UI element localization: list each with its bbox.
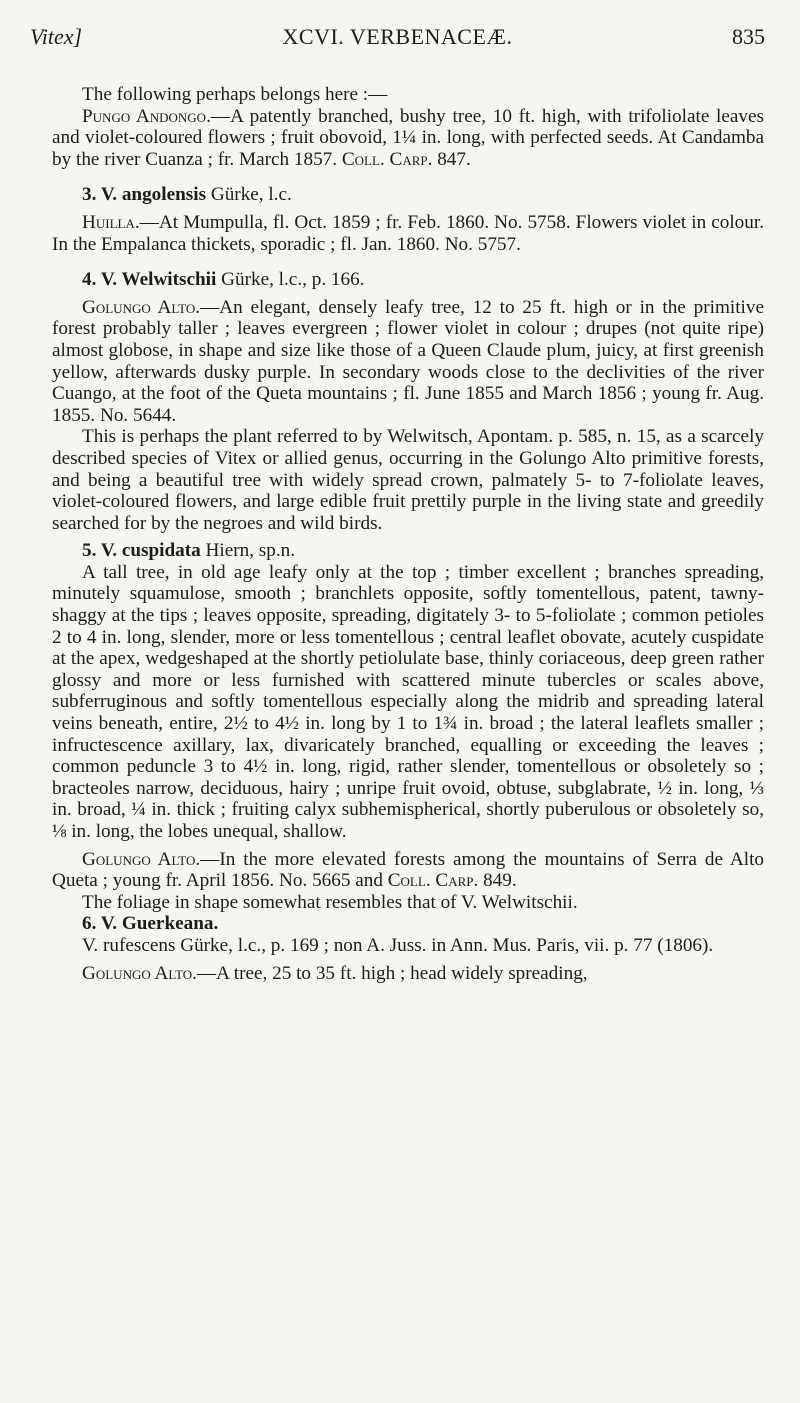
page-body	[52, 84, 764, 984]
locality-heading: Golungo Alto.	[82, 962, 197, 984]
species-heading-angolensis: 3. V. angolensis Gürke, l.c.	[82, 184, 292, 206]
collection-ref: Coll. Carp. 847.	[341, 148, 471, 170]
collection-ref: Coll. Carp. 849.	[387, 870, 517, 892]
species-heading-cuspidata: 5. V. cuspidata Hiern, sp.n.	[82, 540, 296, 562]
species-heading-welwitschii: 4. V. Welwitschii Gürke, l.c., p. 166.	[82, 269, 365, 291]
running-head-genus: Vitex]	[30, 24, 83, 49]
species-heading-guerkeana: 6. V. Guerkeana.	[82, 913, 219, 935]
paragraph-welwitsch-note: This is perhaps the plant referred to by Welwitsch, Apontam. p. 585, n. 15, as a scarcely described species of Vitex or allied genus, occurring in the Golungo Alto primitive forests, and being a beautiful tree with widely spread crown, palmately 5- to 7-foliolate leaves, violet-coloured flowers, and large edible fruit prettily purple in the living state and greedily searched for by the negroes and wild birds.	[52, 426, 764, 534]
paragraph-pungo-andongo: Pungo Andongo.—A patently branched, bushy tree, 10 ft. high, with trifoliolate leaves and violet-coloured flowers ; fruit obovoid, 1¼ in. long, with perfected seeds. At Candamba by the river Cuanza ; fr. March 1857. Coll. Carp. 847.	[52, 105, 764, 170]
running-head-family: XCVI. VERBENACEÆ.	[282, 24, 513, 49]
locality-heading: Golungo Alto.	[82, 296, 201, 318]
paragraph-golungo-alto-1: Golungo Alto.—An elegant, densely leafy tree, 12 to 25 ft. high or in the primitive forest probably taller ; leaves evergreen ; flower violet in colour ; drupes (not quite ripe) almost globose, in shape and size like those of a Queen Claude plum, juicy, at first greenish yellow, afterwards dusky purple. In secondary woods close to the declivities of the river Cuango, at the foot of the Queta mountains ; fl. June 1855 and March 1856 ; young fr. Aug. 1855. No. 5644.	[52, 296, 764, 426]
paragraph-cuspidata-description: A tall tree, in old age leafy only at the top ; timber excellent ; branches spreading, minutely squamulose, smooth ; branchlets opposite, softly tomentellous, patent, tawny-shaggy at the tips ; leaves opposite, spreading, digitately 3- to 5-foliolate ; common petioles 2 to 4 in. long, slender, more or less tomentellous ; central leaflet obovate, acutely cuspidate at the apex, wedgeshaped at the shortly petiolulate base, thinly coriaceous, deep green rather glossy and more or less furnished with scattered minute tubercles or scales above, subferruginous and softly tomentellous especially along the midrib and spreading lateral veins beneath, entire, 2½ to 4½ in. long by 1 to 1¾ in. broad ; the lateral leaflets smaller ; infructescence axillary, lax, divaricately branched, equalling or exceeding the leaves ; common peduncle 3 to 4½ in. long, rigid, rather slender, tomentellous or obsoletely so ; bracteoles narrow, deciduous, hairy ; unripe fruit ovoid, obtuse, subglabrate, ½ in. long, ⅓ in. broad, ¼ in. thick ; fruiting calyx subhemispherical, shortly puberulous or obsoletely so, ⅛ in. long, the lobes unequal, shallow.	[52, 561, 764, 842]
locality-heading: Pungo Andongo.	[82, 105, 211, 127]
locality-heading: Huilla.	[82, 211, 140, 233]
paragraph-golungo-alto-2: Golungo Alto.—In the more elevated forests among the mountains of Serra de Alto Queta ; young fr. April 1856. No. 5665 and Coll. Carp. 849.	[52, 848, 764, 892]
paragraph-intro: The following perhaps belongs here :—	[82, 84, 388, 105]
paragraph-foliage-note: The foliage in shape somewhat resembles that of V. Welwitschii.	[82, 891, 578, 913]
running-head	[30, 24, 765, 54]
page-number: 835	[732, 24, 765, 49]
paragraph-huilla: Huilla.—At Mumpulla, fl. Oct. 1859 ; fr. Feb. 1860. No. 5758. Flowers violet in colour. In the Empalanca thickets, sporadic ; fl. Jan. 1860. No. 5757.	[52, 211, 764, 255]
paragraph-synonym: V. rufescens Gürke, l.c., p. 169 ; non A. Juss. in Ann. Mus. Paris, vii. p. 77 (1806).	[82, 934, 714, 956]
locality-heading: Golungo Alto.	[82, 848, 201, 870]
paragraph-golungo-alto-3: Golungo Alto.—A tree, 25 to 35 ft. high ; head widely spreading,	[82, 962, 588, 984]
